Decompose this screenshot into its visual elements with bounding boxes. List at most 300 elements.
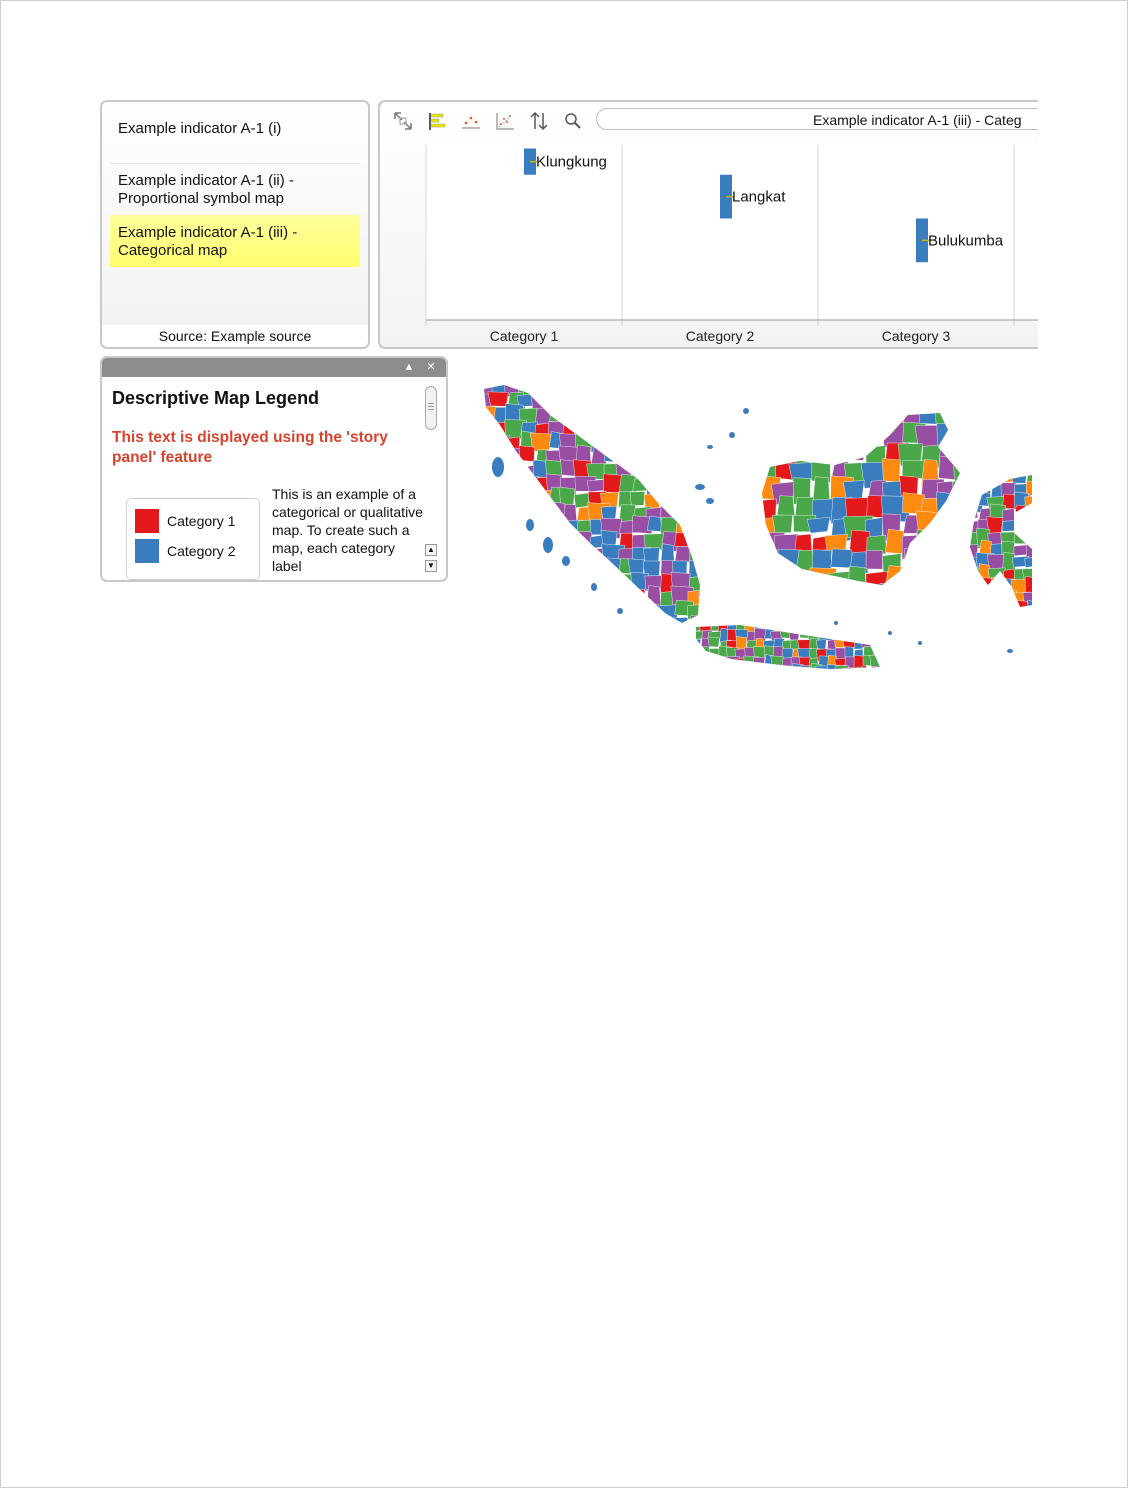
map-region[interactable]: [1014, 531, 1029, 544]
map-region[interactable]: [689, 461, 709, 478]
map-region[interactable]: [507, 589, 527, 604]
map-region[interactable]: [633, 478, 652, 491]
map-region[interactable]: [753, 657, 765, 668]
map-region[interactable]: [656, 389, 675, 405]
map-region[interactable]: [633, 447, 652, 467]
map-region[interactable]: [759, 409, 779, 426]
map-region[interactable]: [601, 586, 618, 603]
map-region[interactable]: [759, 426, 786, 444]
map-region[interactable]: [507, 518, 525, 538]
map-region[interactable]: [661, 379, 676, 394]
map-region[interactable]: [660, 450, 680, 464]
map-region[interactable]: [849, 407, 869, 427]
map-region[interactable]: [817, 619, 830, 633]
map-region[interactable]: [489, 492, 510, 509]
map-region[interactable]: [605, 613, 623, 636]
map-region[interactable]: [744, 666, 757, 670]
categorical-map[interactable]: [470, 375, 1032, 670]
map-region[interactable]: [956, 549, 974, 577]
map-region[interactable]: [966, 484, 979, 500]
map-region[interactable]: [902, 535, 929, 560]
map-region[interactable]: [507, 576, 520, 597]
indicator-item-1[interactable]: [110, 120, 360, 138]
map-region[interactable]: [789, 630, 800, 640]
map-region[interactable]: [692, 666, 703, 670]
map-region[interactable]: [691, 622, 700, 631]
map-region[interactable]: [547, 599, 569, 619]
map-region[interactable]: [702, 375, 718, 393]
map-region[interactable]: [674, 392, 691, 413]
map-region[interactable]: [506, 448, 520, 466]
map-region[interactable]: [1026, 516, 1032, 531]
map-region[interactable]: [690, 639, 701, 651]
map-region[interactable]: [577, 562, 596, 575]
map-region[interactable]: [758, 554, 783, 578]
map-region[interactable]: [493, 619, 507, 639]
map-region[interactable]: [809, 621, 820, 634]
map-region[interactable]: [867, 588, 895, 614]
map-region[interactable]: [808, 586, 829, 604]
map-region[interactable]: [684, 503, 704, 518]
map-region[interactable]: [794, 572, 814, 593]
map-region[interactable]: [689, 434, 709, 448]
map-region[interactable]: [799, 657, 811, 670]
map-region[interactable]: [708, 637, 720, 647]
map-region[interactable]: [507, 464, 525, 477]
map-region[interactable]: [718, 665, 729, 670]
map-region[interactable]: [476, 614, 495, 633]
map-region[interactable]: [764, 619, 777, 630]
map-region[interactable]: [530, 557, 554, 575]
map-region[interactable]: [602, 576, 620, 592]
map-region[interactable]: [630, 492, 645, 506]
map-region[interactable]: [849, 427, 868, 448]
map-region[interactable]: [816, 666, 828, 670]
map-region[interactable]: [774, 583, 798, 609]
map-region[interactable]: [1000, 600, 1015, 615]
map-region[interactable]: [800, 665, 809, 670]
map-region[interactable]: [1015, 505, 1027, 519]
map-region[interactable]: [954, 464, 983, 489]
map-region[interactable]: [577, 574, 593, 589]
map-region[interactable]: [698, 591, 721, 608]
map-region[interactable]: [685, 419, 707, 441]
map-region[interactable]: [866, 571, 887, 593]
map-region[interactable]: [702, 395, 718, 415]
map-region[interactable]: [1015, 520, 1028, 537]
map-region[interactable]: [477, 502, 495, 525]
map-region[interactable]: [988, 603, 1008, 617]
map-region[interactable]: [872, 666, 882, 670]
map-region[interactable]: [493, 530, 513, 547]
map-region[interactable]: [504, 599, 521, 622]
map-region[interactable]: [533, 573, 551, 595]
map-region[interactable]: [629, 589, 645, 606]
map-region[interactable]: [490, 603, 507, 620]
map-region[interactable]: [903, 548, 924, 570]
map-region[interactable]: [1003, 590, 1018, 604]
map-region[interactable]: [700, 658, 714, 670]
java-regions[interactable]: [690, 619, 895, 670]
map-region[interactable]: [617, 420, 638, 439]
map-region[interactable]: [871, 638, 883, 649]
map-region[interactable]: [518, 478, 536, 494]
map-region[interactable]: [902, 582, 925, 604]
map-region[interactable]: [534, 501, 548, 520]
map-region[interactable]: [605, 420, 620, 434]
map-region[interactable]: [812, 422, 834, 450]
map-region[interactable]: [755, 664, 768, 670]
map-region[interactable]: [488, 547, 510, 561]
map-region[interactable]: [479, 534, 498, 552]
map-region[interactable]: [589, 391, 609, 407]
map-region[interactable]: [879, 639, 894, 649]
map-region[interactable]: [658, 618, 680, 636]
map-region[interactable]: [966, 580, 978, 596]
map-region[interactable]: [516, 617, 533, 634]
map-region[interactable]: [904, 566, 927, 595]
map-region[interactable]: [720, 657, 733, 668]
map-region[interactable]: [879, 649, 893, 661]
map-region[interactable]: [776, 570, 797, 593]
map-region[interactable]: [937, 423, 959, 448]
map-region[interactable]: [1002, 471, 1013, 482]
map-region[interactable]: [703, 418, 723, 442]
map-region[interactable]: [520, 589, 536, 606]
map-region[interactable]: [660, 422, 674, 434]
map-region[interactable]: [882, 459, 900, 482]
map-region[interactable]: [773, 664, 782, 670]
map-region[interactable]: [615, 393, 631, 412]
minimize-icon[interactable]: ▲: [403, 361, 415, 373]
map-region[interactable]: [880, 664, 890, 670]
map-region[interactable]: [862, 621, 872, 634]
map-region[interactable]: [674, 421, 692, 435]
map-region[interactable]: [956, 564, 980, 596]
map-region[interactable]: [671, 450, 693, 465]
map-region[interactable]: [881, 621, 893, 630]
map-region[interactable]: [1025, 496, 1032, 512]
map-region[interactable]: [519, 577, 541, 589]
map-region[interactable]: [688, 515, 709, 538]
map-region[interactable]: [979, 578, 997, 592]
map-region[interactable]: [831, 423, 858, 447]
map-region[interactable]: [826, 589, 849, 608]
map-region[interactable]: [479, 436, 500, 449]
map-region[interactable]: [574, 493, 589, 508]
map-region[interactable]: [799, 621, 809, 632]
map-region[interactable]: [521, 534, 539, 549]
sulawesi-regions[interactable]: [964, 470, 1032, 622]
map-region[interactable]: [810, 568, 837, 587]
map-region[interactable]: [587, 589, 608, 604]
map-region[interactable]: [773, 621, 786, 632]
map-region[interactable]: [989, 470, 1002, 482]
map-region[interactable]: [504, 559, 522, 579]
map-region[interactable]: [642, 408, 663, 428]
map-region[interactable]: [576, 389, 593, 406]
map-region[interactable]: [703, 478, 722, 491]
map-region[interactable]: [479, 422, 493, 436]
map-region[interactable]: [828, 571, 851, 588]
map-region[interactable]: [831, 549, 853, 568]
map-region[interactable]: [701, 506, 722, 519]
map-region[interactable]: [503, 492, 522, 511]
map-region[interactable]: [692, 648, 702, 657]
map-region[interactable]: [709, 667, 719, 670]
map-region[interactable]: [809, 445, 830, 461]
map-region[interactable]: [475, 474, 497, 497]
map-region[interactable]: [477, 576, 494, 589]
map-region[interactable]: [702, 465, 717, 484]
map-region[interactable]: [917, 530, 942, 557]
map-region[interactable]: [661, 462, 680, 481]
sumatra-regions[interactable]: [475, 375, 723, 639]
map-region[interactable]: [979, 592, 997, 609]
map-region[interactable]: [492, 571, 509, 594]
map-region[interactable]: [987, 591, 1001, 604]
map-region[interactable]: [519, 605, 533, 623]
map-region[interactable]: [967, 568, 981, 584]
map-region[interactable]: [503, 505, 523, 519]
map-region[interactable]: [703, 602, 719, 622]
map-region[interactable]: [519, 492, 536, 506]
map-region[interactable]: [1024, 530, 1032, 545]
map-region[interactable]: [756, 571, 782, 589]
map-region[interactable]: [562, 377, 583, 395]
map-region[interactable]: [548, 502, 565, 526]
map-region[interactable]: [558, 393, 582, 407]
map-region[interactable]: [548, 518, 567, 534]
map-region[interactable]: [1025, 557, 1032, 568]
map-region[interactable]: [589, 600, 603, 621]
map-region[interactable]: [964, 471, 983, 489]
map-region[interactable]: [836, 666, 849, 670]
map-region[interactable]: [549, 408, 568, 422]
map-region[interactable]: [673, 477, 694, 494]
map-region[interactable]: [979, 604, 997, 621]
map-region[interactable]: [647, 516, 662, 532]
map-region[interactable]: [646, 391, 659, 413]
map-region[interactable]: [519, 446, 535, 462]
map-region[interactable]: [848, 566, 865, 587]
map-region[interactable]: [619, 617, 632, 633]
map-region[interactable]: [702, 562, 718, 583]
map-region[interactable]: [936, 492, 958, 522]
map-region[interactable]: [967, 604, 986, 618]
map-region[interactable]: [576, 604, 596, 624]
map-region[interactable]: [590, 562, 603, 581]
map-region[interactable]: [507, 615, 522, 635]
map-region[interactable]: [574, 379, 590, 398]
map-region[interactable]: [642, 615, 664, 637]
map-region[interactable]: [645, 464, 665, 484]
map-region[interactable]: [846, 621, 855, 631]
map-region[interactable]: [674, 617, 688, 637]
map-region[interactable]: [886, 566, 911, 586]
map-region[interactable]: [475, 544, 499, 565]
map-region[interactable]: [660, 479, 679, 491]
map-region[interactable]: [647, 585, 661, 607]
map-region[interactable]: [589, 378, 611, 394]
map-region[interactable]: [493, 501, 511, 520]
map-region[interactable]: [591, 445, 606, 466]
map-region[interactable]: [689, 381, 709, 399]
map-region[interactable]: [478, 589, 494, 604]
scroll-up-button[interactable]: ▲: [425, 544, 437, 556]
map-region[interactable]: [831, 410, 856, 427]
map-region[interactable]: [534, 615, 549, 630]
map-region[interactable]: [533, 589, 551, 604]
map-region[interactable]: [1011, 470, 1027, 483]
map-region[interactable]: [866, 550, 883, 569]
map-region[interactable]: [854, 631, 865, 641]
map-region[interactable]: [675, 376, 694, 399]
map-region[interactable]: [507, 549, 521, 565]
map-region[interactable]: [710, 658, 722, 669]
map-region[interactable]: [618, 445, 637, 467]
map-region[interactable]: [546, 394, 561, 407]
map-region[interactable]: [479, 491, 496, 508]
map-region[interactable]: [954, 589, 979, 614]
map-region[interactable]: [546, 571, 563, 592]
map-region[interactable]: [675, 459, 694, 484]
scrollbar-thumb[interactable]: [425, 386, 437, 430]
map-region[interactable]: [845, 630, 854, 641]
map-region[interactable]: [688, 392, 708, 411]
map-region[interactable]: [918, 587, 947, 610]
map-region[interactable]: [737, 667, 747, 670]
map-region[interactable]: [698, 447, 722, 469]
map-region[interactable]: [861, 422, 883, 445]
map-region[interactable]: [702, 574, 716, 590]
map-region[interactable]: [630, 436, 647, 454]
map-region[interactable]: [693, 658, 702, 667]
map-region[interactable]: [604, 446, 621, 463]
map-region[interactable]: [759, 585, 776, 613]
map-region[interactable]: [795, 588, 820, 607]
map-region[interactable]: [548, 381, 565, 398]
map-region[interactable]: [881, 658, 889, 668]
map-region[interactable]: [520, 562, 536, 580]
map-region[interactable]: [531, 375, 554, 392]
map-region[interactable]: [952, 407, 974, 427]
map-region[interactable]: [549, 618, 562, 633]
map-region[interactable]: [934, 536, 957, 552]
indicator-item-2[interactable]: [110, 172, 360, 208]
map-region[interactable]: [644, 419, 663, 436]
map-region[interactable]: [605, 379, 623, 395]
map-region[interactable]: [647, 378, 665, 396]
map-region[interactable]: [938, 550, 962, 573]
map-region[interactable]: [671, 408, 687, 425]
map-region[interactable]: [545, 591, 565, 611]
map-region[interactable]: [919, 548, 938, 573]
map-region[interactable]: [479, 560, 492, 575]
map-region[interactable]: [521, 549, 538, 567]
map-region[interactable]: [563, 533, 578, 547]
map-region[interactable]: [563, 602, 581, 624]
map-region[interactable]: [777, 496, 795, 516]
map-region[interactable]: [880, 583, 906, 612]
map-region[interactable]: [763, 666, 775, 670]
map-region[interactable]: [1026, 601, 1032, 616]
map-region[interactable]: [759, 442, 779, 468]
map-region[interactable]: [532, 600, 553, 624]
map-region[interactable]: [825, 621, 835, 629]
map-region[interactable]: [587, 575, 607, 593]
map-region[interactable]: [603, 408, 619, 424]
map-region[interactable]: [816, 640, 826, 650]
map-region[interactable]: [853, 621, 866, 634]
map-region[interactable]: [601, 389, 617, 409]
map-region[interactable]: [575, 618, 593, 638]
map-region[interactable]: [845, 440, 865, 460]
map-region[interactable]: [503, 474, 524, 490]
map-region[interactable]: [700, 408, 723, 424]
map-region[interactable]: [588, 408, 610, 425]
map-region[interactable]: [792, 620, 801, 634]
borneo-regions[interactable]: [753, 402, 983, 614]
map-region[interactable]: [1002, 520, 1019, 531]
map-region[interactable]: [812, 409, 838, 432]
map-region[interactable]: [870, 630, 882, 642]
map-region[interactable]: [493, 519, 508, 537]
map-region[interactable]: [675, 488, 694, 504]
map-region[interactable]: [701, 646, 709, 659]
map-region[interactable]: [862, 631, 876, 643]
map-region[interactable]: [632, 417, 646, 437]
map-region[interactable]: [590, 617, 604, 630]
map-region[interactable]: [952, 480, 973, 503]
map-region[interactable]: [826, 629, 838, 639]
map-region[interactable]: [488, 557, 509, 577]
map-region[interactable]: [670, 435, 691, 448]
map-region[interactable]: [658, 431, 679, 450]
map-region[interactable]: [728, 665, 739, 670]
map-region[interactable]: [872, 621, 885, 631]
map-region[interactable]: [576, 403, 590, 425]
map-region[interactable]: [644, 493, 660, 509]
map-region[interactable]: [819, 629, 833, 641]
map-region[interactable]: [700, 666, 712, 670]
map-region[interactable]: [776, 427, 799, 446]
map-region[interactable]: [736, 620, 746, 630]
map-region[interactable]: [700, 534, 719, 551]
map-region[interactable]: [577, 587, 595, 607]
map-region[interactable]: [619, 380, 634, 396]
map-region[interactable]: [978, 470, 990, 484]
map-region[interactable]: [629, 375, 651, 397]
map-region[interactable]: [699, 517, 717, 539]
map-region[interactable]: [834, 637, 844, 648]
map-region[interactable]: [951, 442, 974, 469]
map-region[interactable]: [576, 548, 595, 561]
map-region[interactable]: [632, 394, 653, 412]
map-region[interactable]: [922, 569, 948, 590]
map-region[interactable]: [492, 477, 506, 496]
map-region[interactable]: [642, 446, 663, 468]
map-region[interactable]: [675, 533, 689, 547]
map-region[interactable]: [965, 557, 979, 572]
scroll-down-button[interactable]: ▼: [425, 560, 437, 572]
map-region[interactable]: [531, 515, 553, 538]
map-region[interactable]: [830, 442, 849, 464]
map-region[interactable]: [807, 517, 830, 533]
map-region[interactable]: [967, 593, 983, 607]
map-region[interactable]: [686, 406, 707, 424]
map-region[interactable]: [772, 515, 792, 533]
